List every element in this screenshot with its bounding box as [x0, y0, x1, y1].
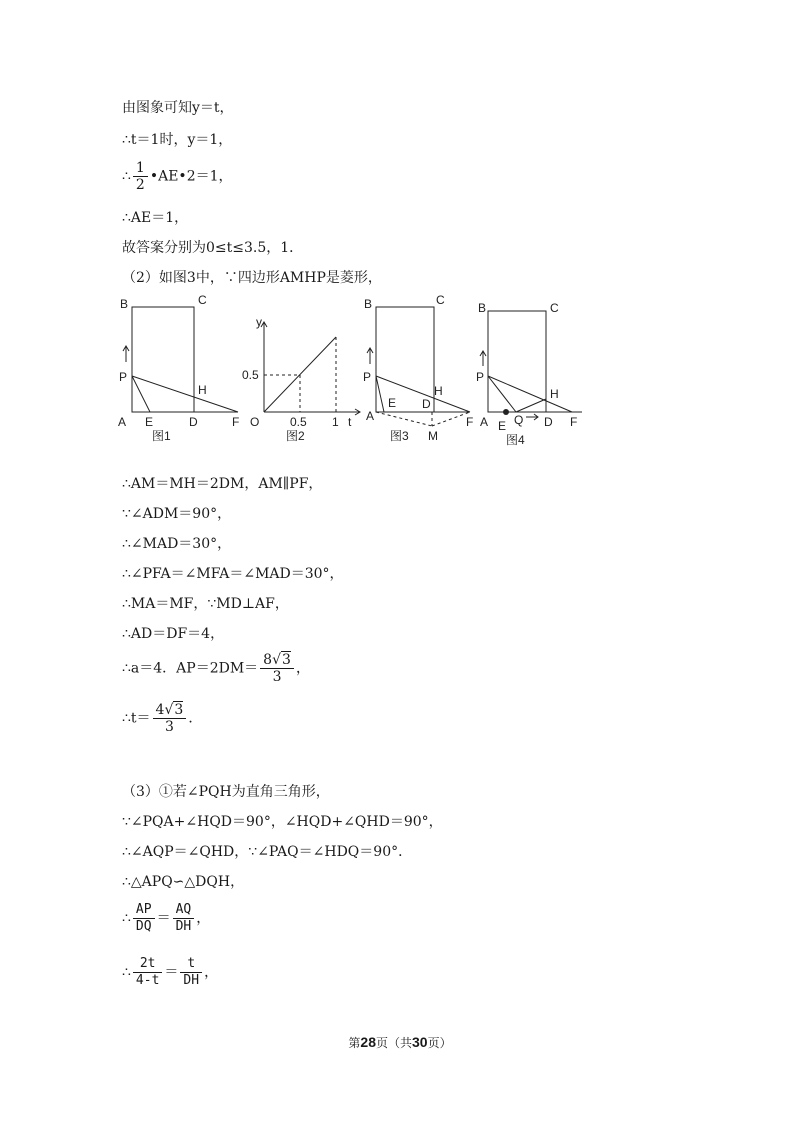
label-H: H	[434, 384, 443, 398]
figure-caption: 图2	[286, 429, 305, 443]
text-segment: ，	[295, 660, 310, 677]
fraction	[133, 902, 155, 935]
fraction	[133, 160, 148, 193]
footer-text: 页（共	[375, 1036, 412, 1050]
label-F: F	[570, 415, 578, 429]
text-line: ∵∠ADM＝90°，	[122, 506, 232, 522]
coefficient: 4	[155, 702, 165, 718]
label-Q: Q	[514, 413, 524, 427]
text-segment: ∴a＝4．AP＝2DM＝	[122, 660, 259, 677]
text-segment: ．	[188, 710, 203, 727]
denominator: DH	[183, 973, 200, 988]
denominator: 3	[272, 669, 282, 685]
text-line: ∴△APQ∽△DQH，	[122, 874, 245, 890]
text-line: ∴AD＝DF＝4，	[122, 626, 225, 642]
label-M: M	[428, 429, 438, 443]
sqrt-icon: √3	[272, 652, 291, 668]
coefficient: 8	[263, 652, 273, 668]
text-line-fraction	[122, 652, 310, 685]
text-line: ∴AE＝1，	[122, 210, 189, 226]
label-E: E	[145, 415, 154, 429]
text-line: （3）①若∠PQH为直角三角形，	[122, 784, 330, 800]
text-line-fraction	[122, 902, 210, 935]
text-segment: ，	[204, 964, 219, 981]
footer-text: 第	[348, 1036, 361, 1050]
axis-label-y: y	[256, 315, 262, 329]
text-line-fraction	[122, 956, 218, 989]
label-A: A	[366, 409, 375, 423]
label-P: P	[119, 370, 128, 384]
fraction	[173, 902, 195, 935]
figure-caption: 图1	[152, 429, 171, 443]
figure-caption: 图4	[506, 433, 525, 447]
denominator: 2	[135, 177, 145, 193]
fraction	[153, 702, 187, 735]
tick-label-y: 0.5	[242, 368, 259, 382]
label-H: H	[198, 383, 207, 397]
radicand: 3	[174, 702, 184, 718]
numerator: 1	[133, 160, 148, 177]
equals-sign: ＝	[156, 910, 171, 927]
label-E: E	[498, 419, 507, 433]
label-D: D	[544, 415, 553, 429]
figure-caption: 图3	[390, 429, 409, 443]
text-line-fraction	[122, 702, 202, 735]
label-B: B	[364, 297, 373, 311]
therefore-symbol: ∴	[122, 964, 131, 981]
page-footer	[0, 1034, 800, 1051]
text-line: ∴∠MAD＝30°，	[122, 536, 232, 552]
tick-label-x: 0.5	[290, 415, 307, 429]
label-D: D	[189, 415, 198, 429]
footer-text: 页）	[427, 1036, 452, 1050]
denominator: DQ	[135, 919, 152, 934]
denominator: DH	[175, 919, 192, 934]
page-number: 28	[360, 1034, 376, 1050]
numerator	[153, 702, 187, 719]
text-segment: ∴t＝	[122, 710, 151, 727]
label-C: C	[198, 293, 207, 307]
text-line: 由图象可知y＝t，	[122, 100, 234, 116]
label-F: F	[232, 415, 240, 429]
label-A: A	[480, 415, 489, 429]
tick-label-x: 1	[332, 415, 339, 429]
therefore-symbol: ∴	[122, 168, 131, 185]
fraction	[133, 956, 162, 989]
fraction	[260, 652, 294, 685]
label-C: C	[436, 293, 445, 307]
figure-1	[114, 292, 246, 448]
label-P: P	[363, 370, 372, 384]
point-marker	[503, 409, 509, 415]
numerator: AP	[133, 902, 155, 919]
label-D: D	[422, 397, 431, 411]
text-line: （2）如图3中，∵四边形AMHP是菱形，	[122, 270, 382, 286]
figure-3	[358, 292, 478, 456]
label-H: H	[550, 387, 559, 401]
fraction	[180, 956, 202, 989]
figure-2	[244, 292, 364, 448]
denominator: 3	[164, 719, 174, 735]
numerator: t	[180, 956, 202, 973]
axis-label-t: t	[348, 415, 352, 429]
label-F: F	[466, 415, 474, 429]
text-segment: •AE•2＝1，	[149, 168, 233, 185]
label-B: B	[120, 297, 129, 311]
numerator: AQ	[173, 902, 195, 919]
numerator: 2t	[133, 956, 162, 973]
total-pages: 30	[412, 1034, 428, 1050]
numerator	[260, 652, 294, 669]
text-segment: ，	[196, 910, 211, 927]
sqrt-icon: √3	[164, 702, 184, 718]
figure-4	[474, 292, 590, 456]
origin-label: O	[250, 415, 260, 429]
text-line: ∴MA＝MF，∵MD⊥AF，	[122, 596, 289, 612]
text-line: 故答案分别为0≤t≤3.5，1．	[122, 240, 304, 256]
label-B: B	[478, 301, 487, 315]
label-A: A	[118, 415, 127, 429]
equals-sign: ＝	[164, 964, 179, 981]
text-line: ∴∠AQP＝∠QHD，∵∠PAQ＝∠HDQ＝90°．	[122, 844, 413, 860]
text-line: ∴∠PFA＝∠MFA＝∠MAD＝30°，	[122, 566, 344, 582]
text-line-fraction	[122, 160, 233, 193]
denominator: 4-t	[135, 973, 160, 988]
radicand: 3	[282, 652, 291, 668]
label-C: C	[550, 301, 559, 315]
text-line: ∴AM＝MH＝2DM，AM∥PF，	[122, 476, 323, 492]
text-line: ∵∠PQA+∠HQD＝90°，∠HQD+∠QHD＝90°，	[122, 814, 443, 830]
text-line: ∴t＝1时，y＝1，	[122, 132, 233, 148]
label-P: P	[476, 370, 485, 384]
label-E: E	[388, 396, 397, 410]
therefore-symbol: ∴	[122, 910, 131, 927]
